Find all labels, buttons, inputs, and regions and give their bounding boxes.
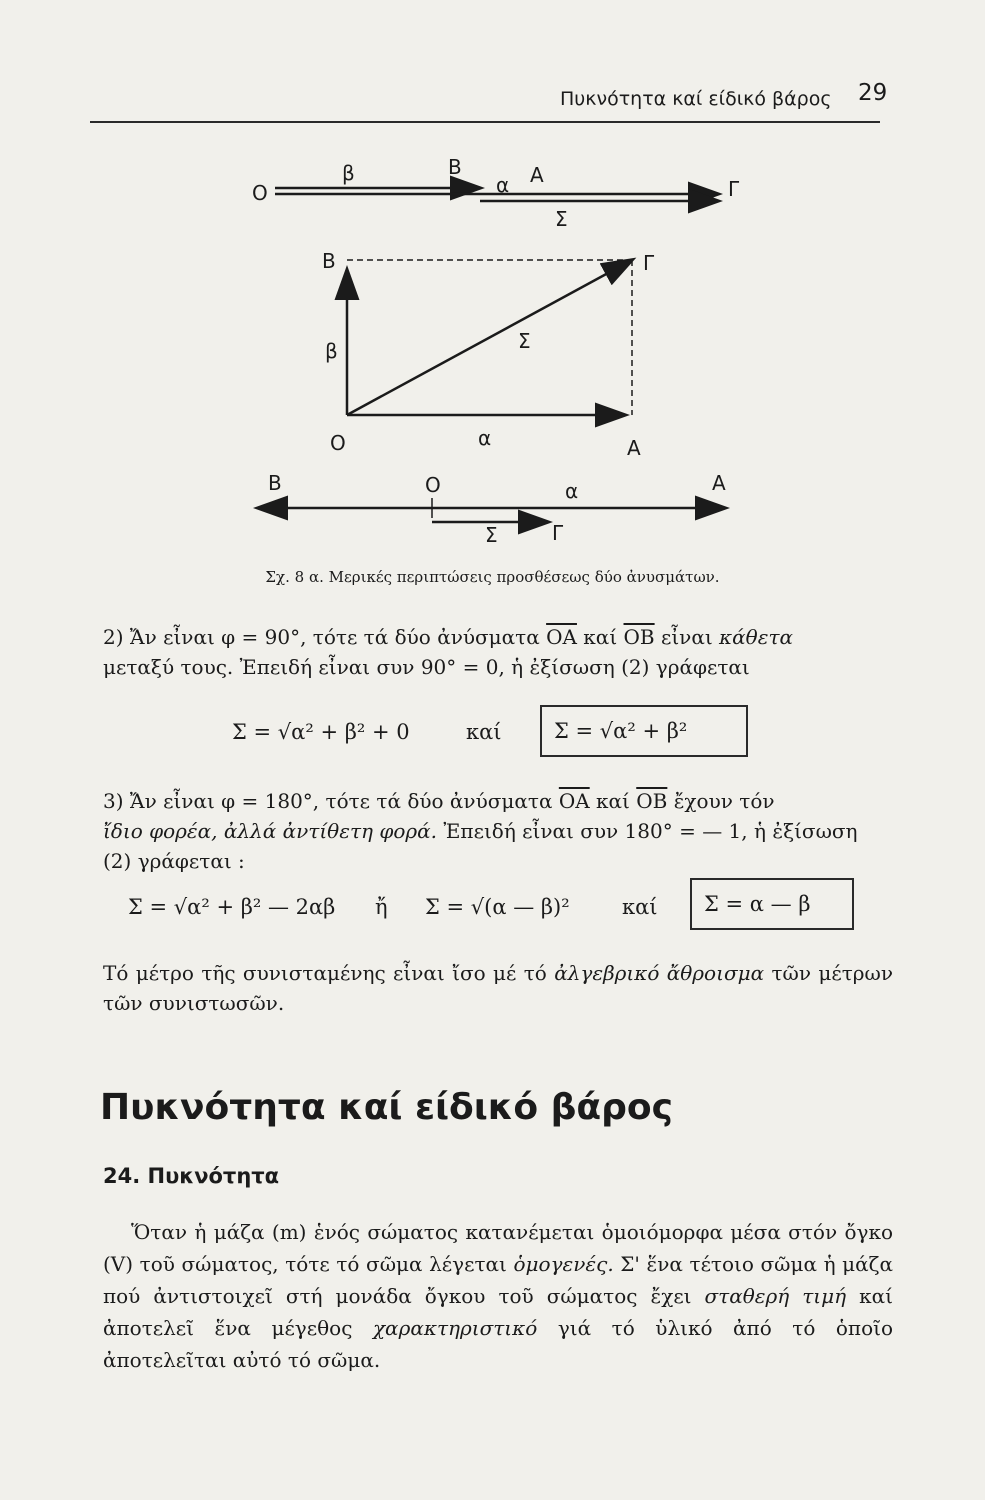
- case3-or: ἤ: [375, 895, 388, 919]
- label-beta-case2: β: [325, 339, 338, 363]
- case3-text-d: Ἐπειδή εἶναι συν 180° = — 1, ἡ ἐξίσωση: [437, 819, 858, 843]
- label-gamma-case3: Γ: [552, 521, 564, 545]
- label-sigma-case3: Σ: [485, 523, 498, 547]
- case3-text-c: ἔχουν τόν: [667, 789, 775, 813]
- subsection-heading: 24. Πυκνότητα: [103, 1164, 280, 1188]
- case2-text-c: εἶναι: [654, 625, 720, 649]
- conclusion-text-b: τῶν μέτρων τῶν συνιστωσῶν.: [103, 961, 894, 1015]
- label-b-case3: B: [268, 471, 282, 495]
- case3-diagram: [258, 471, 726, 547]
- header-rule: [90, 121, 880, 123]
- label-beta-case1: β: [342, 161, 355, 185]
- vector-oa: $\overline{OA}$: [546, 625, 577, 649]
- label-o-case1: O: [252, 181, 268, 205]
- body-emphasis-1: ὁμογενές.: [513, 1252, 614, 1276]
- label-gamma-case2: Γ: [643, 251, 655, 275]
- case3-boxed-equation: Σ = α — β: [690, 878, 854, 930]
- body-text-d: γιά τό ὑλικό ἀπό τό ὁποῖο ἀποτελεῖται αὐτό τό σῶμα.: [103, 1316, 893, 1372]
- label-o-case3: O: [425, 473, 441, 497]
- case3-paragraph: [103, 786, 893, 876]
- vector-sum-case2: [347, 260, 632, 415]
- label-b-case1: B: [448, 155, 462, 179]
- conclusion-text-a: Τό μέτρο τῆς συνισταμένης εἶναι ἴσο μέ τό: [103, 961, 555, 985]
- label-gamma-case1: Γ: [728, 177, 740, 201]
- case3-line2: [103, 816, 893, 846]
- label-alpha-case1: α: [496, 173, 510, 197]
- case2-text-a: 2) Ἄν εἶναι φ = 90°, τότε τά δύο ἀνύσματα: [103, 625, 547, 649]
- body-text-c: καί ἀποτελεῖ ἕνα μέγεθος: [103, 1284, 893, 1340]
- running-title: Πυκνότητα καί είδικό βάρος: [560, 88, 832, 110]
- case3-conjunction: καί: [622, 895, 658, 919]
- case3-text-b: καί: [589, 789, 637, 813]
- label-alpha-case2: α: [478, 426, 492, 450]
- label-a-case1: A: [530, 163, 544, 187]
- page-number: 29: [858, 80, 888, 106]
- label-a-case2: A: [627, 436, 641, 460]
- case2-text-b: καί: [576, 625, 624, 649]
- case2-diagram: [322, 249, 655, 460]
- case2-paragraph: [103, 622, 893, 682]
- vector-oa-3: $\overline{OA}$: [558, 789, 590, 813]
- conclusion-emphasis: ἀλγεβρικό ἄθροισμα: [554, 961, 765, 985]
- vector-ob: $\overline{OB}$: [623, 625, 655, 649]
- label-sigma-case2: Σ: [518, 329, 531, 353]
- vector-addition-figure: [0, 130, 985, 560]
- case3-equation-2: Σ = √(α — β)²: [425, 895, 570, 919]
- label-o-case2: O: [330, 431, 346, 455]
- body-text-b: Σ' ἕνα τέτοιο σῶμα ἡ μάζα πού ἀντιστοιχεῖ στή μονάδα ὄγκου τοῦ σώματος ἔχει: [103, 1252, 893, 1308]
- section-heading: Πυκνότητα καί είδικό βάρος: [100, 1087, 673, 1128]
- case3-emphasis: ἴδιο φορέα, ἀλλά ἀντίθετη φορά.: [103, 819, 438, 843]
- vector-ob-3: $\overline{OB}$: [636, 789, 668, 813]
- case3-text-a: 3) Ἄν εἶναι φ = 180°, τότε τά δύο ἀνύσματα: [103, 789, 559, 813]
- case2-boxed-equation: Σ = √α² + β²: [540, 705, 748, 757]
- case2-equation: Σ = √α² + β² + 0: [232, 720, 410, 744]
- body-text-a: Ὅταν ἡ μάζα (m) ἑνός σώματος κατανέμεται ὁμοιόμορφα μέσα στόν ὄγκο (V) τοῦ σώματος, τότε τό σῶμα λέγεται: [103, 1220, 893, 1276]
- body-paragraph: [103, 1216, 893, 1376]
- label-a-case3: A: [712, 471, 726, 495]
- case3-equation-1: Σ = √α² + β² — 2αβ: [128, 895, 336, 919]
- conclusion-paragraph: [103, 958, 893, 1018]
- figure-caption: Σχ. 8 α. Μερικές περιπτώσεις προσθέσεως δύο ἀνυσμάτων.: [265, 568, 720, 586]
- case2-emphasis: κάθετα: [719, 625, 794, 649]
- case2-conjunction: καί: [466, 720, 502, 744]
- label-alpha-case3: α: [565, 479, 579, 503]
- label-sigma-case1: Σ: [555, 207, 568, 231]
- case2-line2: μεταξύ τους. Ἐπειδή εἶναι συν 90° = 0, ἡ ἐξίσωση (2) γράφεται: [103, 655, 750, 679]
- case1-diagram: [252, 155, 740, 231]
- case3-line1: [103, 786, 893, 816]
- case3-line3: (2) γράφεται :: [103, 849, 245, 873]
- body-emphasis-3: χαρακτηριστικό: [372, 1316, 538, 1340]
- body-emphasis-2: σταθερή τιμή: [704, 1284, 847, 1308]
- case2-line1: [103, 622, 893, 652]
- label-b-case2: B: [322, 249, 336, 273]
